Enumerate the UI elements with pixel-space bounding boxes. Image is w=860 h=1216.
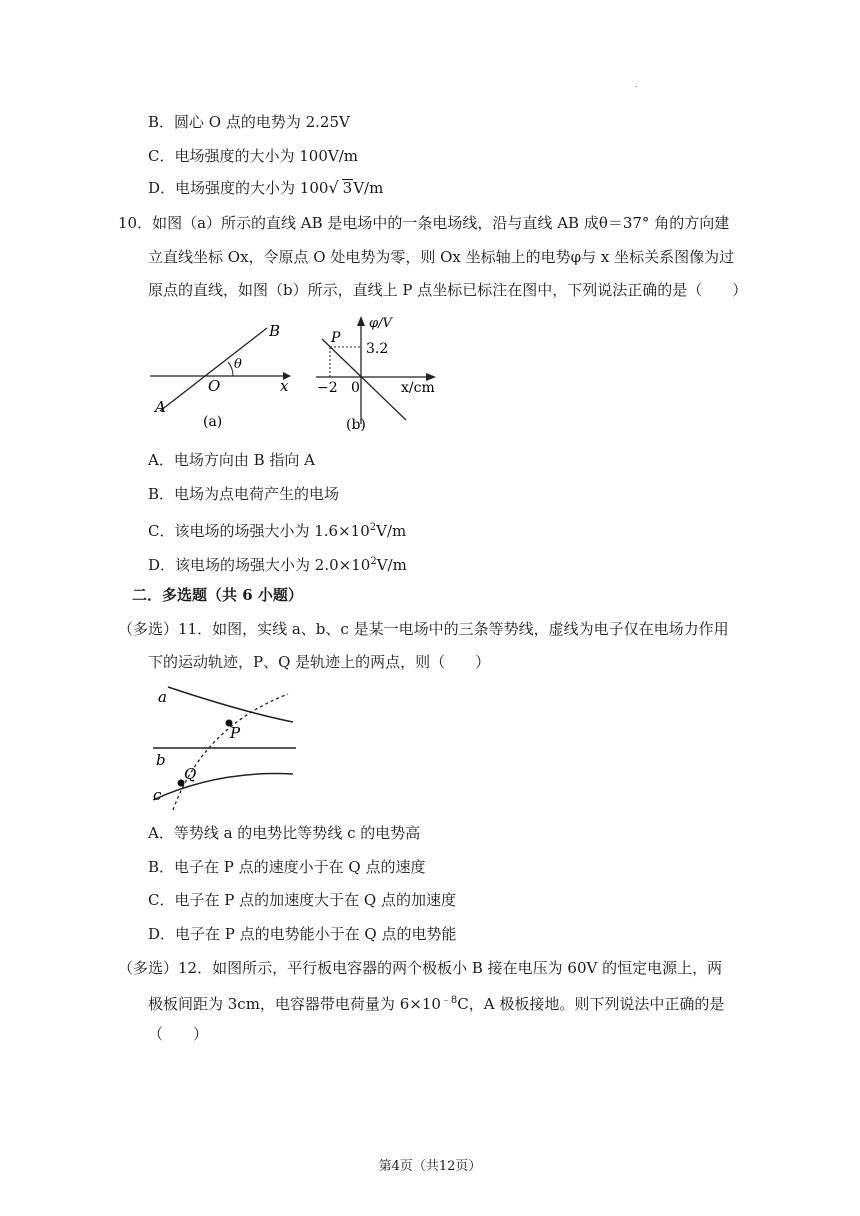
fig-b-x-neg: −2	[317, 380, 338, 396]
q11-option-c: C．电子在 P 点的加速度大于在 Q 点的加速度	[148, 891, 456, 909]
q10-option-c-unit: V/m	[376, 522, 407, 540]
q10-option-d-exp: 2	[370, 556, 377, 567]
q12-stem-line1: （多选）12．如图所示，平行板电容器的两个极板小 B 接在电压为 60V 的恒定电源上，两	[118, 959, 723, 977]
section-title-multi-choice: 二．多选题（共 6 小题）	[132, 586, 303, 604]
q11-figure	[148, 682, 300, 812]
q11-stem-line1: （多选）11．如图，实线 a、b、c 是某一电场中的三条等势线，虚线为电子仅在电场力作用	[118, 620, 729, 638]
fig-b-y-value: 3.2	[366, 341, 389, 357]
q10-stem-line1: 10．如图（a）所示的直线 AB 是电场中的一条电场线，沿与直线 AB 成θ＝37° 角的方向建	[118, 214, 730, 232]
label-point-q: Q	[184, 765, 197, 783]
q12-stem-line2-suffix: C，A 极板接地。则下列说法中正确的是	[457, 995, 725, 1013]
q10-option-d-prefix: D．该电场的场强大小为 2.0×10	[148, 556, 371, 574]
q10-option-d	[148, 552, 407, 575]
fig-b-label-p: P	[331, 330, 341, 346]
q9-option-d	[148, 178, 383, 198]
q11-option-b: B．电子在 P 点的速度小于在 Q 点的速度	[148, 858, 426, 876]
sqrt-icon: √	[328, 178, 339, 197]
q9-option-d-radicand: 3	[342, 179, 353, 197]
q12-stem-exp: ﹣8	[440, 995, 458, 1006]
q11-option-a: A．等势线 a 的电势比等势线 c 的电势高	[148, 824, 421, 842]
label-line-b: b	[156, 751, 166, 769]
q11-option-d: D．电子在 P 点的电势能小于在 Q 点的电势能	[148, 925, 457, 943]
q10-stem-line2: 立直线坐标 Ox，令原点 O 处电势为零，则 Ox 坐标轴上的电势φ与 x 坐标关系图像为过	[148, 248, 735, 266]
q10-option-c-prefix: C．该电场的场强大小为 1.6×10	[148, 522, 370, 540]
q12-stem-line2	[148, 991, 724, 1014]
q10-option-c-exp: 2	[369, 522, 377, 533]
q10-option-d-unit: V/m	[376, 556, 407, 574]
fig-b-xlabel: x/cm	[401, 380, 435, 396]
q10-figure-b	[306, 312, 446, 436]
page-footer: 第4页（共12页）	[378, 1159, 482, 1174]
fig-b-origin: 0	[351, 380, 360, 396]
q11-stem-line2: 下的运动轨迹，P、Q 是轨迹上的两点，则（ ）	[148, 653, 491, 671]
fig-a-label-b: B	[269, 322, 281, 340]
q10-option-c	[148, 518, 406, 541]
label-point-p: P	[230, 724, 241, 742]
fig-a-label-o: O	[208, 377, 221, 395]
q9-option-b: B．圆心 O 点的电势为 2.25V	[148, 113, 350, 131]
fig-a-caption: (a)	[203, 414, 223, 430]
q12-stem-line3: （ ）	[148, 1025, 209, 1043]
q12-stem-line2-prefix: 极板间距为 3cm，电容器带电荷量为 6×10	[148, 995, 441, 1013]
q10-stem-line3: 原点的直线，如图（b）所示，直线上 P 点坐标已标注在图中，下列说法正确的是（ ）	[148, 281, 748, 299]
fig-b-caption: (b)	[346, 417, 366, 433]
q9-option-c: C．电场强度的大小为 100V/m	[148, 147, 358, 165]
q9-option-d-unit: V/m	[353, 179, 384, 197]
label-line-a: a	[158, 688, 167, 706]
header-mark: .	[635, 80, 638, 89]
fig-a-label-x: x	[280, 377, 289, 395]
q10-figure-a	[145, 318, 295, 433]
q10-option-a: A．电场方向由 B 指向 A	[148, 451, 315, 469]
fig-b-ylabel: φ/V	[369, 316, 392, 331]
fig-a-label-theta: θ	[234, 357, 242, 372]
q9-option-d-prefix: D．电场强度的大小为 100	[148, 179, 329, 197]
fig-a-label-a: A	[155, 398, 166, 416]
q10-option-b: B．电场为点电荷产生的电场	[148, 485, 340, 503]
label-line-c: c	[153, 786, 162, 804]
